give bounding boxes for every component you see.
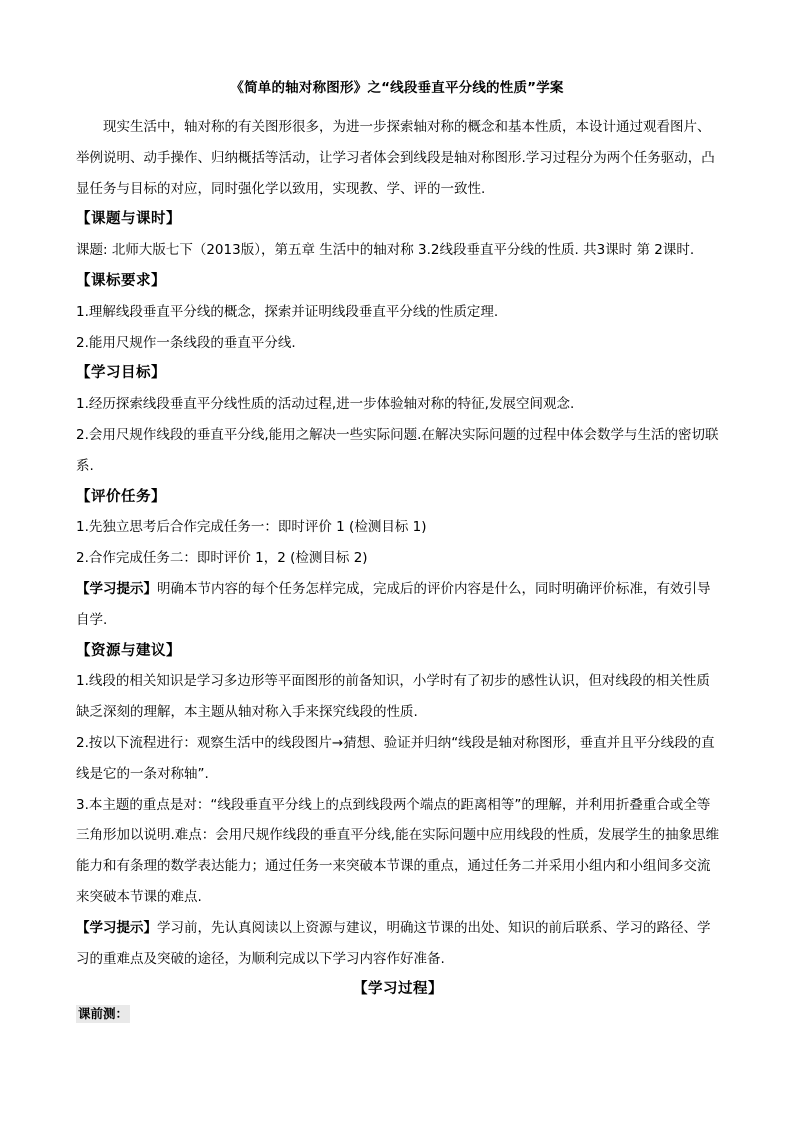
section-heading-goals: 【学习目标】 — [76, 365, 166, 382]
learning-tip-label: 【学习提示】 — [76, 580, 157, 597]
resources-item-3: 3.本主题的重点是对：“线段垂直平分线上的点到线段两个端点的距离相等”的理解，并利用折叠重合或全等三角形加以说明.难点：会用尺规作线段的垂直平分线,能在实际问题中应用线段的性质，发展学生的抽象思维能力和有条理的数学表达能力；通过任务一来突破本节课的重点，通过任务二并采用小组内和小组间多交流来突破本节课的难点. — [76, 796, 720, 905]
learning-tip-text: 学习前，先认真阅读以上资源与建议，明确这节课的出处、知识的前后联系、学习的路径、学习的重难点及突破的途径，为顺利完成以下学习内容作好准备. — [76, 919, 711, 967]
topic-text: 课题: 北师大版七下（2013版），第五章 生活中的轴对称 3.2线段垂直平分线的性质. 共3课时 第 2课时. — [76, 242, 695, 259]
standards-item-1: 1.理解线段垂直平分线的概念，探索并证明线段垂直平分线的性质定理. — [76, 303, 499, 320]
learning-tip-text: 明确本节内容的每个任务怎样完成，完成后的评价内容是什么，同时明确评价标准，有效引导自学. — [76, 580, 711, 628]
assessment-item-2: 2.合作完成任务二：即时评价 1，2 (检测目标 2) — [76, 550, 368, 567]
section-heading-assessment: 【评价任务】 — [76, 488, 166, 505]
section-heading-resources: 【资源与建议】 — [76, 642, 181, 659]
assessment-tip — [76, 574, 720, 636]
intro-paragraph: 现实生活中，轴对称的有关图形很多，为进一步探索轴对称的概念和基本性质，本设计通过观看图片、举例说明、动手操作、归纳概括等活动，让学习者体会到线段是轴对称图形.学习过程分为两个任务驱动，凸显任务与目标的对应，同时强化学以致用，实现教、学、评的一致性. — [76, 119, 715, 197]
section-heading-standards: 【课标要求】 — [76, 272, 166, 289]
resources-item-2: 2.按以下流程进行：观察生活中的线段图片→猜想、验证并归纳“线段是轴对称图形，垂直并且平分线段的直线是它的一条对称轴”. — [76, 734, 715, 782]
resources-item-1: 1.线段的相关知识是学习多边形等平面图形的前备知识，小学时有了初步的感性认识，但对线段的相关性质缺乏深刻的理解，本主题从轴对称入手来探究线段的性质. — [76, 673, 710, 721]
page-title: 《简单的轴对称图形》之“线段垂直平分线的性质”学案 — [230, 80, 564, 96]
goals-item-1: 1.经历探索线段垂直平分线性质的活动过程,进一步体验轴对称的特征,发展空间观念. — [76, 396, 575, 413]
document-body — [76, 112, 720, 1005]
standards-item-2: 2.能用尺规作一条线段的垂直平分线. — [76, 334, 296, 351]
section-heading-topic: 【课题与课时】 — [76, 211, 181, 228]
pretest-label: 课前测： — [78, 1006, 129, 1021]
goals-item-2: 2.会用尺规作线段的垂直平分线,能用之解决一些实际问题.在解决实际问题的过程中体会数学与生活的密切联系. — [76, 426, 719, 474]
learning-tip-label: 【学习提示】 — [76, 919, 157, 936]
assessment-item-1: 1.先独立思考后合作完成任务一：即时评价 1 (检测目标 1) — [76, 519, 427, 536]
resources-tip — [76, 913, 720, 975]
section-heading-process: 【学习过程】 — [353, 981, 443, 998]
